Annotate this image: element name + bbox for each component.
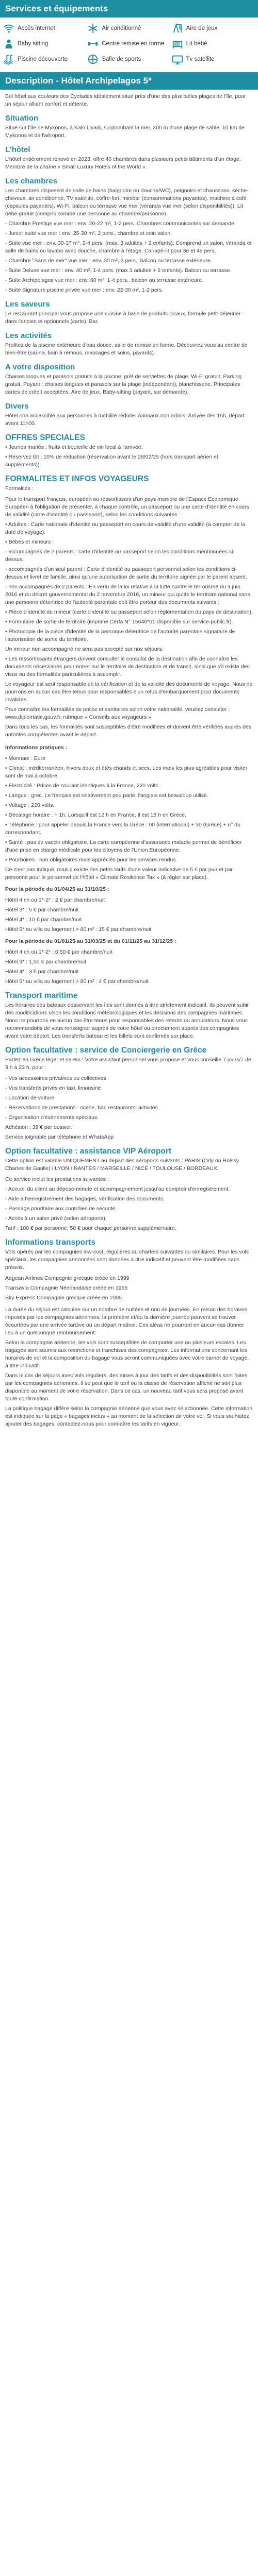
maritime-title: Transport maritime — [5, 991, 78, 1000]
transport-info-text: Vols opérés par les compagnies low-cost, régulières ou charters suivantes ou similaires. Pour les vols spéciaux, les compagnies annoncées sont données à titre indicatif et peuvent être modifiées sans préavis. — [5, 1249, 249, 1270]
formalities-list — [5, 496, 253, 739]
tax-period-1: Pour la période du 01/04/25 au 31/10/25 : — [5, 886, 109, 892]
concierge-title: Option facultative : service de Conciergerie en Grèce — [5, 1046, 207, 1055]
tax-list-1 — [5, 896, 253, 934]
concierge-line: - Vos transferts privés en taxi, limousine — [5, 1085, 101, 1091]
service-item-aircon — [87, 23, 171, 34]
formalities-paragraph: • Formulaire de sortie de territoire (imprimé Cerfa N° 15646*01 disponible sur service-public.fr). — [5, 619, 233, 625]
service-label: Air conditionné — [102, 25, 141, 31]
service-item-sports — [87, 54, 171, 65]
misc-title: Divers — [5, 402, 29, 411]
airport-assist-title: Option facultative : assistance VIP Aéroport — [5, 1147, 172, 1156]
rooms-title: Les chambres — [5, 177, 57, 185]
concierge-line: Service joignable par téléphone et WhatsApp — [5, 1134, 114, 1140]
crib-icon — [172, 38, 183, 49]
legal-list — [5, 1306, 253, 1428]
services-banner: Services et équipements — [0, 0, 258, 18]
assist-line: Ce service inclut les prestations suivantes : — [5, 1176, 109, 1182]
info-line: • Langue : grec. Le français est relativement peu parlé, l'anglais est beaucoup utilisé. — [5, 792, 208, 799]
infos-list — [5, 755, 253, 882]
formalities-paragraph: - accompagnés d'un seul parent : Carte d'identité ou passeport personnel selon les conditions ci-dessus et livret de famille, ainsi qu'une autorisation de sortie du territoire signée par le parent absent. — [5, 566, 247, 580]
flavors-text: Le restaurant principal vous propose une cuisine à base de produits locaux, formule petit-déjeuner : dans l'ancien et optionnels (carte). Bar. — [5, 311, 244, 325]
room-paragraph: Les chambres disposent de salle de bains (baignoire ou douche/WC), peignoirs et chaussons, sèche-cheveux, air conditionné, TV satellite, coffre-fort, minibar (consommations payantes), machine à café (capsules payantes), Wi-Fi, balcon ou terrasse vue mer (véranda vue mer (selon disponibilités)). Lit bébé gratuit (compris comme une personne au chambre/personne). — [5, 188, 249, 217]
wifi-icon — [3, 23, 14, 34]
room-paragraph: - Chambre "Sans de mer" vue mer : env. 30 m², 2 pers., balcon ou terrasse extérieure. — [5, 258, 212, 264]
legal-paragraph: La durée du séjour est calculée sur un nombre de nuitées et non de journées. En raison des horaires imposés par les compagnies aériennes, la première et/ou la dernière journée peuvent se trouver écourtées par une arrivée tardive ou un départ matinal. Ces aléas ne pourront en aucun cas donner lieu à un quelconque remboursement. — [5, 1307, 247, 1336]
tax-period-2: Pour la période du 01/01/25 au 31/03/25 et du 01/11/25 au 31/12/25 : — [5, 938, 176, 944]
assist-line: Tarif : 100 € par personne, 50 € pour chaque personne supplémentaire. — [5, 1225, 176, 1231]
concierge-line: - Organisation d'événements spéciaux. — [5, 1114, 99, 1121]
service-label: Centre remise en forme — [102, 41, 165, 47]
assist-line: - Passage prioritaire aux contrôles de sécurité. — [5, 1206, 117, 1212]
formalities-paragraph: • Photocopie de la pièce d'identité de la personne détentrice de l'autorité parentale signataire de l'autorisation de sortie du territoire. — [5, 629, 235, 642]
tax-line: Hôtel 4 ch ou 1*-2* : 0,50 € par chambre/nuit — [5, 949, 112, 955]
info-line: • Téléphone : pour appeler depuis la France vers la Grèce : 00 (international) + 30 (Grèce) + n° du correspondant. — [5, 822, 240, 836]
room-paragraph: - Suite Signature piscine privée vue mer : env. 22-30 m², 1-2 pers. — [5, 287, 164, 293]
info-line: • Climat : méditerranéen, hivers doux et étés chauds et secs. Les mois les plus agréables pour visiter sont de mai à octobre. — [5, 765, 248, 779]
room-paragraph: - Suite vue mer : env. 30-37 m², 2-4 pers. (max. 3 adultes + 2 enfants). Comprend un salon, véranda et salle de bains ou lavabo avec douche, chambre à l'étage. Canapé-lit pour 3e et 4e pers. — [5, 240, 252, 254]
airport-assist-text: Cette option est valable UNIQUEMENT au départ des aéroports suivants : PARIS (Orly ou Roissy Charles de Gaulle) / LYON / NANTES / MARSEILLE / NICE / TOULOUSE / BORDEAUX. — [5, 1158, 239, 1172]
formalities-paragraph: Pour le transport français, européen ou ressortissant d'un pays membre de l'Espace Economique Européen à l'obligation de présenter, à chaque contrôle, un passeport ou une carte d'identité en cours de validité (carte d'identité ou passeport), selon les conditions suivantes : — [5, 496, 249, 518]
description-banner: Description - Hôtel Archipelagos 5* — [0, 72, 258, 90]
transport-info-title: Informations transports — [5, 1238, 95, 1247]
tax-line: Hôtel 3* : 5 € par chambre/nuit — [5, 907, 79, 913]
offers-title: OFFRES SPECIALES — [5, 433, 86, 442]
info-line: • Voltage : 220 volts. — [5, 802, 55, 808]
baby-icon — [3, 38, 14, 49]
concierge-line: - Location de voiture — [5, 1095, 55, 1101]
concierge-text: Partez en Grèce léger et serein ! Votre assistant personnel vous propose et vous conseille 7 jours/7 de 9 h à 23 h, pour : — [5, 1057, 251, 1071]
formalities-paragraph: - accompagnés de 2 parents : carte d'identité ou passeport selon les conditions mentionnées ci-dessus. — [5, 549, 235, 563]
formalities-title: FORMALITES ET INFOS VOYAGEURS — [5, 474, 149, 483]
info-line: • Santé : pas de vaccin obligatoire. La carte européenne d'assurance maladie permet de bénéficier d'une prise en charge médicale pour les citoyens de l'Union Européenne. — [5, 839, 242, 853]
assist-line: - Aide à l'enregistrement des bagages, vérification des documents. — [5, 1196, 165, 1202]
misc-text: Hôtel non accessible aux personnes à mobilité réduite. Animaux non admis. Arrivée dès 15h, départ avant 11h00. — [5, 413, 245, 427]
formalities-paragraph: • Les ressortissants étrangers doivent consulter le consulat de la destination afin de connaître les documents nécessaires pour entrer sur le territoire de destination et de transit, ainsi que s'il existe des visas ou des formalités particulières à accomplir. — [5, 656, 250, 677]
formalities-paragraph: Un mineur non accompagné ne sera pas accepté sur nos séjours. — [5, 646, 164, 652]
service-label: Baby sitting — [18, 41, 49, 47]
situation-text: Situé sur l'île de Mykonos, à Kalo Livadi, surplombant la mer, 300 m d'une plage de sable, 10 km de Mykonos et de l'aéroport. — [5, 125, 245, 139]
airline-list — [5, 1275, 253, 1302]
info-line: • Electricité : Prises de courant identiques à la France, 220 volts. — [5, 783, 160, 789]
hotel-text: L'hôtel entièrement rénové en 2023, offre 40 chambres dans plusieurs petits bâtiments d'un étage. Membre de la chaîne « Small Luxury Hotels of the World ». — [5, 156, 241, 170]
description-content — [0, 90, 258, 1435]
tv-icon — [172, 54, 183, 65]
pool-icon — [3, 54, 14, 65]
tax-line: Hôtel 4* : 10 € par chambre/nuit — [5, 917, 82, 923]
concierge-line: Adhésion : 39 € par dossier. — [5, 1124, 73, 1130]
room-paragraph: - Suite Archipelagos vue mer : env. 60 m², 1-4 pers., balcon ou terrasse extérieure. — [5, 277, 203, 283]
offers-list — [5, 444, 253, 469]
tax-line: Hôtel 4 ch ou 1*-2* : 2 € par chambre/nuit — [5, 897, 105, 903]
service-label: Piscine découverte — [18, 56, 68, 62]
disposal-title: A votre disposition — [5, 363, 75, 371]
disposal-text: Chaises longues et parasols gratuits à la piscine, prêt de serviettes de plage. Wi-Fi gratuit. Parking gratuit. Payant : chaises longues et parasols sur la plage (indépendant), blanchisserie. Principales cartes de crédit acceptées. Aire de jeux. Baby-sitting (payant, sur demande). — [5, 374, 242, 395]
tax-line: Hôtel 3* : 1,50 € par chambre/nuit — [5, 959, 87, 965]
service-item-fitness — [87, 38, 171, 49]
concierge-list — [5, 1075, 253, 1141]
info-line: • Décalage horaire : + 1h. Lorsqu'il est 12 h en France, il est 13 h en Grèce. — [5, 812, 186, 818]
rooms-list — [5, 187, 253, 294]
service-label: Tv satellite — [186, 56, 215, 62]
formalities-subtitle: Formalités : — [5, 485, 34, 492]
formalities-paragraph: Pour connaître les formalités de police et sanitaires selon votre nationalité, veuillez consulter : www.diplomatie.gouv.fr, rubrique « Conseils aux voyageurs ». — [5, 706, 230, 720]
assist-line: - Accès à un salon privé (selon aéroports). — [5, 1215, 107, 1222]
legal-paragraph: Dans le cas de séjours avec vols réguliers, des mises à jour des tarifs et des disponibilités sont faites par les compagnies aériennes. Il se peut que le tarif ou la classe de réservation affiché ne soit plus disponible au moment de votre réservation. Dans ce cas, un nouveau tarif vous sera proposé avant toute confirmation. — [5, 1372, 248, 1402]
formalities-paragraph: Le voyageur est seul responsable de la vérification et de la validité des documents de voyage. Nous ne pourrons en aucun cas être tenus pour responsables d'un refus d'embarquement pour documents invalides. — [5, 681, 253, 703]
service-item-playground — [172, 23, 256, 34]
formalities-paragraph: - non accompagnés de 2 parents : En vertu de la loi relative à la lutte contre le terrorisme du 3 juin 2016 et du décret gouvernemental du 2 novembre 2016, un mineur qui quitte le territoire national sans une personne détentrice de l'autorité parentale doit être porteur des documents suivants : — [5, 584, 250, 605]
hotel-title: L'hôtel — [5, 145, 30, 154]
airline-line: Transavia Compagnie Néerlandaise créée en 1965 — [5, 1285, 128, 1291]
service-label: Salle de sports — [102, 56, 141, 62]
info-line: • Pourboires : non obligatoires mais appréciés pour les services rendus. — [5, 857, 178, 863]
room-paragraph: - Suite Deluxe vue mer : env. 40 m², 1-4 pers. (max 3 adultes + 2 enfants). Balcon ou terrasse. — [5, 267, 232, 274]
tax-line: Hôtel 4* : 3 € par chambre/nuit — [5, 969, 79, 975]
flavors-title: Les saveurs — [5, 300, 50, 309]
room-paragraph: - Junior suite vue mer : env. 25-30 m², 2 pers., chambre et coin salon. — [5, 230, 172, 236]
formalities-paragraph: • Bébés et mineurs : — [5, 539, 54, 545]
service-item-crib — [172, 38, 256, 49]
maritime-text: Les horaires des bateaux desservant les îles sont donnés à titre strictement indicatif. Ils peuvent subir des modifications selon les conditions météorologiques et les décisions des compagnies maritimes. Nous ne pourrons en aucun cas être tenus pour responsables des retards ou annulations. Nous vous recommandons de vous renseigner auprès de votre hôtel ou directement auprès des compagnies avant votre départ. Les transferts bateau et les billets sont confirmés sur place. — [5, 1002, 249, 1039]
tax-line: Hôtel 5* ou villa ou logement > 80 m² : 15 € par chambre/nuit — [5, 926, 152, 933]
legal-paragraph: Selon la compagnie aérienne, les vols sont susceptibles de comporter une ou plusieurs escales. Les bagages sont soumis aux restrictions et franchises des compagnies. Les informations concernant les horaires de vol et la composition du bagage vous seront communiquées avec votre carnet de voyage, à titre indicatif. — [5, 1340, 249, 1369]
concierge-line: - Réservations de prestations : scène, bar, restaurants, activités. — [5, 1105, 159, 1111]
room-paragraph: - Chambre Prestige vue mer : env. 20-22 m², 1-2 pers. Chambres communicantes sur demande. — [5, 221, 236, 227]
airline-line: Aegean Airlines Compagnie grecque créée en 1999 — [5, 1275, 130, 1281]
services-grid — [0, 18, 258, 69]
infos-title: Informations pratiques : — [5, 744, 68, 751]
tax-list-2 — [5, 948, 253, 986]
service-item-internet — [3, 23, 87, 34]
info-line: • Monnaie : Euro — [5, 755, 45, 761]
info-line: Ce n'est pas indiqué, mais il existe des petits tarifs d'une valeur indicative de 5 € par jour et par personne pour le personnel de l'hôtel « Climate Resilience Tax » (à régler sur place). — [5, 867, 233, 880]
activities-title: Les activités — [5, 331, 52, 340]
intro-text: Bel hôtel aux couleurs des Cyclades idéalement situé près d'une des plus belles plages de l'île, pour un séjour alliant confort et détente. — [5, 93, 246, 107]
dumbbell-icon — [87, 38, 99, 49]
tax-line: Hôtel 5* ou villa ou logement > 80 m² : 4 € par chambre/nuit — [5, 978, 149, 985]
service-item-tv — [172, 54, 256, 65]
formalities-paragraph: • Pièce d'identité du mineur (carte d'identité ou passeport selon réglementation du pays de destination). — [5, 609, 253, 615]
airport-assist-list — [5, 1176, 253, 1232]
service-item-babysitting — [3, 38, 87, 49]
legal-paragraph: La politique bagage diffère selon la compagnie aérienne que vous avez sélectionnée. Cette information est indiquée sur la page « bagages inclus » au moment de la sélection de votre vol. Si vous souhaitez ajouter des bagages, contactez-nous pour connaître les tarifs en vigueur. — [5, 1405, 253, 1427]
service-label: Aire de jeux — [186, 25, 218, 31]
sports-icon — [87, 54, 99, 65]
service-item-pool — [3, 54, 87, 65]
offer-line: • Réservez tôt : 10% de réduction (réservation avant le 28/02/25 (hors transport aérien et suppléments)). — [5, 454, 218, 468]
snowflake-icon — [87, 23, 99, 34]
service-label: Lit bébé — [186, 41, 207, 47]
service-label: Accès internet — [18, 25, 55, 31]
activities-text: Profitez de la piscine extérieure d'eau douce, salle de remise en forme. Découvrez vous au centre de bien-être (sauna, bain à remous, massages et soins, payants). — [5, 342, 248, 356]
playground-icon — [172, 23, 183, 34]
formalities-paragraph: • Adultes : Carte nationale d'identité ou passeport en cours de validité d'une validité (à compter de la date de voyage). — [5, 521, 246, 535]
airline-line: Sky Express Compagnie grecque créée en 2005 — [5, 1295, 122, 1301]
assist-line: - Accueil du client au dépose-minute et accompagnement jusqu'au comptoir d'enregistrement. — [5, 1186, 230, 1192]
concierge-line: - Vos accessoires privatives ou collectives — [5, 1075, 106, 1081]
offer-line: • Jeunes mariés : fruits et bouteille de vin local à l'arrivée. — [5, 444, 143, 450]
situation-title: Situation — [5, 114, 39, 123]
formalities-paragraph: Dans tous les cas, les formalités sont susceptibles d'être modifiées et doivent être vérifiées auprès des autorités compétentes avant le départ. — [5, 724, 252, 738]
